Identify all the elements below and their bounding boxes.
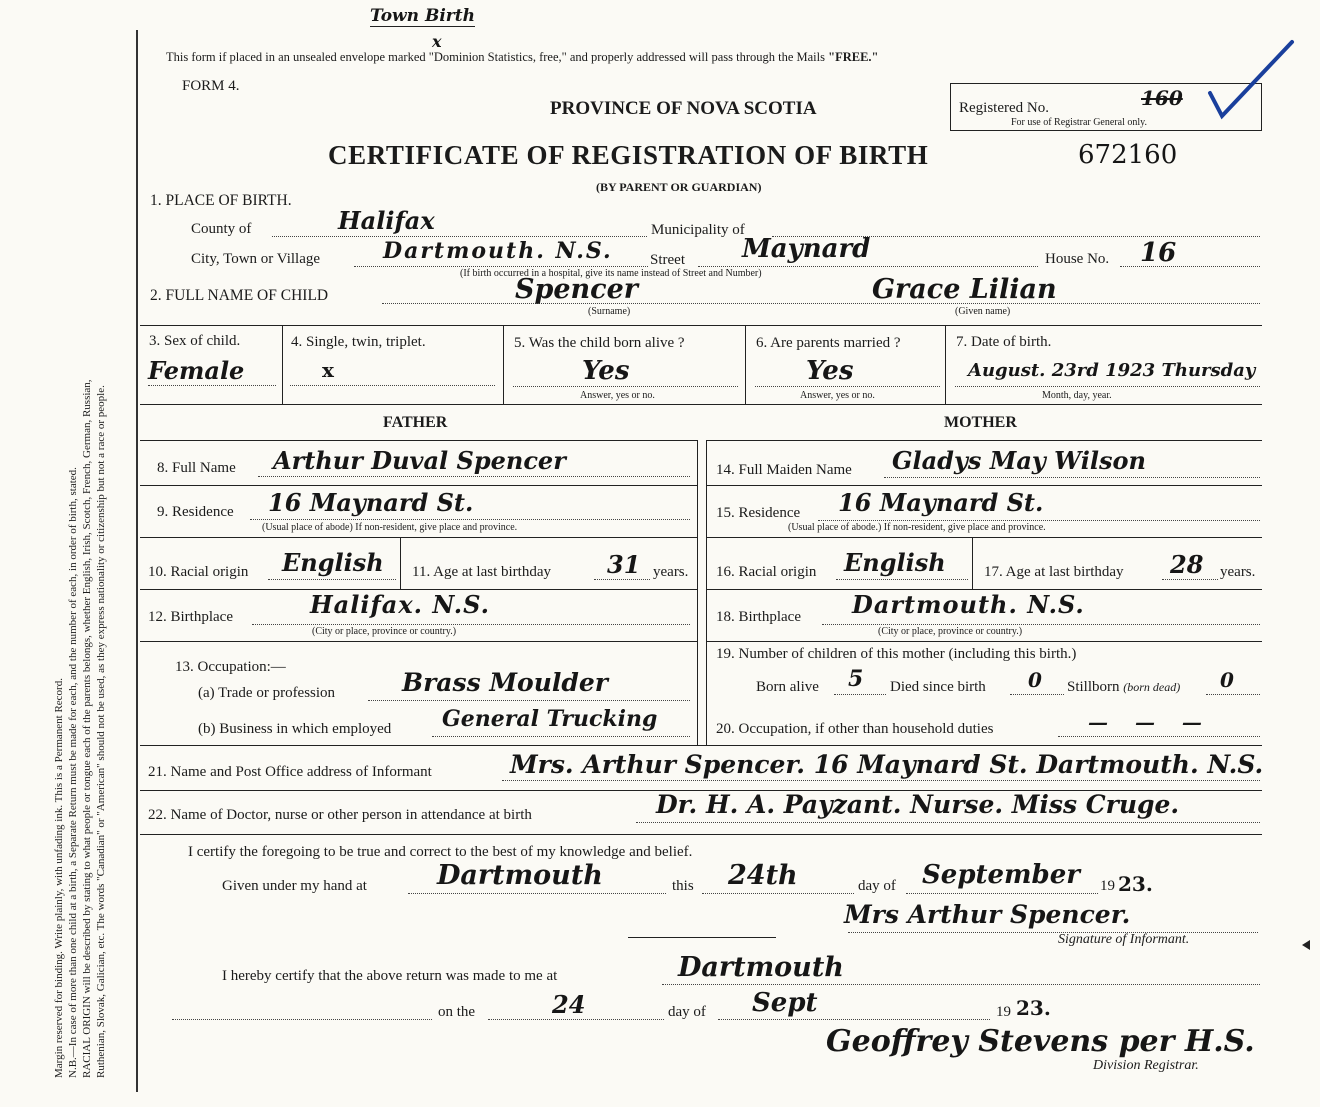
mother-occ-line xyxy=(1058,736,1260,737)
surname-note: (Surname) xyxy=(588,306,631,317)
father-birthplace: Halifax. N.S. xyxy=(310,590,490,619)
mother-racial: English xyxy=(844,548,946,577)
father-trade: Brass Moulder xyxy=(402,668,608,697)
mother-racial-line xyxy=(836,579,968,580)
single-label: 4. Single, twin, triplet. xyxy=(291,334,426,350)
stillborn-line xyxy=(1206,694,1260,695)
mother-age-line xyxy=(1162,579,1218,580)
father-residence: 16 Maynard St. xyxy=(268,488,474,517)
registrar-place-line xyxy=(662,984,1260,985)
married-value: Yes xyxy=(806,356,854,386)
married-label: 6. Are parents married ? xyxy=(756,335,901,351)
dob-line xyxy=(955,386,1260,387)
registered-label: Registered No. xyxy=(959,100,1049,116)
registered-note: For use of Registrar General only. xyxy=(1011,117,1147,128)
alive-line xyxy=(513,386,738,387)
given-place-line xyxy=(408,893,666,894)
father-racial-label: 10. Racial origin xyxy=(148,564,249,580)
city-line xyxy=(354,266,648,267)
county-label: County of xyxy=(191,221,252,237)
binding-margin-line xyxy=(136,30,138,1092)
mother-racial-label: 16. Racial origin xyxy=(716,564,817,580)
given-day-line xyxy=(702,893,854,894)
mother-bp-label: 18. Birthplace xyxy=(716,609,801,625)
registrar-year: 23. xyxy=(1016,996,1051,1020)
father-years: years. xyxy=(653,564,689,580)
details-divider-2 xyxy=(503,325,504,404)
dob-label: 7. Date of birth. xyxy=(956,334,1052,350)
details-divider-1 xyxy=(282,325,283,404)
house-value: 16 xyxy=(1140,238,1177,268)
house-label: House No. xyxy=(1045,251,1110,267)
alive-note: Answer, yes or no. xyxy=(580,390,655,401)
given-day: 24th xyxy=(728,860,798,891)
mother-children-label: 19. Number of children of this mother (including this birth.) xyxy=(716,646,1077,662)
died: 0 xyxy=(1028,668,1042,692)
parents-right-border-father xyxy=(697,440,698,745)
mother-name: Gladys May Wilson xyxy=(892,446,1146,475)
certificate-number: 672160 xyxy=(1078,140,1178,170)
died-line xyxy=(1010,694,1064,695)
registered-struck-value: 160 xyxy=(1141,86,1183,110)
place-heading: 1. PLACE OF BIRTH. xyxy=(150,192,292,209)
margin-line-3: RACIAL ORIGIN will be described by stating to what people or tongue each of the parents belongs, whether English, Irish, Scotch, French, German, Russian, xyxy=(81,379,93,1078)
details-divider-3 xyxy=(745,325,746,404)
registrar-day-line xyxy=(488,1019,664,1020)
doctor-label: 22. Name of Doctor, nurse or other person in attendance at birth xyxy=(148,807,532,823)
margin-line-1: Margin reserved for binding. Write plainly, with unfading ink. This is a Permanent Record. xyxy=(53,678,65,1078)
mother-residence: 16 Maynard St. xyxy=(838,488,1044,517)
mother-row-line-1 xyxy=(706,485,1262,486)
single-line xyxy=(290,385,495,386)
registrar-day: 24 xyxy=(552,990,586,1019)
this-label: this xyxy=(672,878,694,894)
father-row-line-1 xyxy=(140,485,697,486)
details-divider-4 xyxy=(945,325,946,404)
postal-free: "FREE." xyxy=(828,50,879,64)
hospital-note: (If birth occurred in a hospital, give its name instead of Street and Number) xyxy=(460,268,762,279)
informant-signature: Mrs Arthur Spencer. xyxy=(844,900,1131,929)
mother-bp-line xyxy=(822,624,1260,625)
father-age-divider xyxy=(400,537,401,589)
father-bp-note: (City or place, province or country.) xyxy=(312,626,457,637)
certificate-title: CERTIFICATE OF REGISTRATION OF BIRTH xyxy=(328,140,929,170)
day-of-label: day of xyxy=(858,878,896,894)
father-age: 31 xyxy=(607,550,641,579)
mother-age: 28 xyxy=(1170,550,1204,579)
father-business-label: (b) Business in which employed xyxy=(198,721,392,737)
father-row-line-2 xyxy=(140,537,697,538)
margin-line-4: Ruthenian, Slovak, Galician, etc. The words "Canadian" or "American" should not be used, as they express nationality or citizenship but not a race or people. xyxy=(95,385,107,1078)
father-age-line xyxy=(594,579,650,580)
mother-occ-label: 20. Occupation, if other than household duties xyxy=(716,721,994,737)
county-value: Halifax xyxy=(338,206,435,235)
sex-label: 3. Sex of child. xyxy=(149,333,241,349)
doctor-value: Dr. H. A. Payzant. Nurse. Miss Cruge. xyxy=(656,790,1180,819)
given-month: September xyxy=(922,860,1080,890)
given-name-note: (Given name) xyxy=(955,306,1011,317)
dob-note: Month, day, year. xyxy=(1042,390,1112,401)
informant-line xyxy=(502,780,1260,781)
father-bp-line xyxy=(252,624,690,625)
father-row-line-4 xyxy=(140,641,697,642)
alive-value: Yes xyxy=(582,356,630,386)
married-note: Answer, yes or no. xyxy=(800,390,875,401)
mother-row-line-2 xyxy=(706,537,1262,538)
town-birth-annotation: Town Birth xyxy=(370,6,475,26)
child-given-name: Grace Lilian xyxy=(872,274,1057,305)
father-res-line xyxy=(250,519,690,520)
alive-label: 5. Was the child born alive ? xyxy=(514,335,685,351)
parents-bottom-border xyxy=(140,745,1262,746)
municipality-label: Municipality of xyxy=(651,222,745,238)
street-line xyxy=(698,266,1038,267)
mother-age-divider xyxy=(972,537,973,589)
year-prefix: 19 xyxy=(1100,878,1115,894)
mother-res-line xyxy=(818,520,1260,521)
registrar-signature: Geoffrey Stevens per H.S. xyxy=(826,1024,1255,1059)
registrar-month: Sept xyxy=(752,988,818,1018)
father-racial-line xyxy=(268,579,396,580)
informant-label: 21. Name and Post Office address of Informant xyxy=(148,764,432,780)
stillborn-note: (born dead) xyxy=(1123,680,1181,694)
mother-heading-line xyxy=(706,440,1262,441)
registrar-day-of-label: day of xyxy=(668,1004,706,1020)
mother-heading: MOTHER xyxy=(944,414,1017,431)
informant-value: Mrs. Arthur Spencer. 16 Maynard St. Dartmouth. N.S. xyxy=(510,750,1264,779)
dob-value: August. 23rd 1923 Thursday xyxy=(968,360,1256,381)
father-trade-label: (a) Trade or profession xyxy=(198,685,336,701)
informant-signature-line xyxy=(848,932,1258,933)
street-label: Street xyxy=(650,252,685,268)
mother-name-label: 14. Full Maiden Name xyxy=(716,462,852,478)
mother-age-label: 17. Age at last birthday xyxy=(984,564,1124,580)
stillborn-label-text: Stillborn xyxy=(1067,679,1120,695)
postal-note-text: This form if placed in an unsealed envelope marked "Dominion Statistics, free," and properly addressed will pass through the Mails xyxy=(166,50,825,64)
born-alive: 5 xyxy=(848,666,864,692)
county-line xyxy=(272,236,647,237)
province-heading: PROVINCE OF NOVA SCOTIA xyxy=(550,98,817,119)
short-divider xyxy=(628,937,776,938)
father-business: General Trucking xyxy=(442,706,658,732)
father-res-label: 9. Residence xyxy=(157,504,234,520)
registrar-text: I hereby certify that the above return was made to me at xyxy=(222,968,558,984)
stillborn: 0 xyxy=(1220,668,1234,692)
certify-text: I certify the foregoing to be true and correct to the best of my knowledge and belief. xyxy=(188,844,693,860)
informant-signature-label: Signature of Informant. xyxy=(1058,932,1190,947)
born-alive-line xyxy=(834,694,886,695)
given-year: 23. xyxy=(1118,872,1153,896)
registrar-year-prefix: 19 xyxy=(996,1004,1011,1020)
check-mark-icon xyxy=(1200,38,1300,123)
father-heading-line xyxy=(140,440,697,441)
father-business-line xyxy=(432,736,690,737)
certificate-subtitle: (BY PARENT OR GUARDIAN) xyxy=(596,180,762,194)
mother-bp-note: (City or place, province or country.) xyxy=(878,626,1023,637)
married-line xyxy=(755,386,940,387)
registrar-signature-label: Division Registrar. xyxy=(1093,1058,1199,1073)
father-occ-label: 13. Occupation:— xyxy=(175,659,286,675)
margin-instructions xyxy=(52,68,108,1078)
child-surname: Spencer xyxy=(515,274,639,305)
registrar-leading-line xyxy=(172,1019,432,1020)
arrow-marker-icon xyxy=(1302,940,1310,950)
born-alive-label: Born alive xyxy=(756,679,819,695)
registrar-month-line xyxy=(718,1019,990,1020)
sex-value: Female xyxy=(148,356,245,385)
given-month-line xyxy=(906,893,1098,894)
form-number: FORM 4. xyxy=(182,78,240,94)
father-name-label: 8. Full Name xyxy=(157,460,236,476)
father-bp-label: 12. Birthplace xyxy=(148,609,233,625)
given-place: Dartmouth xyxy=(437,860,603,891)
mother-birthplace: Dartmouth. N.S. xyxy=(852,590,1085,619)
father-age-label: 11. Age at last birthday xyxy=(412,564,551,580)
single-value: x xyxy=(322,358,334,382)
street-value: Maynard xyxy=(742,234,871,264)
mother-occupation: — — — xyxy=(1088,710,1212,734)
mother-res-label: 15. Residence xyxy=(716,505,801,521)
father-heading: FATHER xyxy=(383,414,448,431)
details-top-border xyxy=(140,325,1262,326)
died-label: Died since birth xyxy=(890,679,986,695)
on-the-label: on the xyxy=(438,1004,476,1020)
sex-line xyxy=(148,385,276,386)
city-value: Dartmouth. N.S. xyxy=(383,238,613,264)
doctor-line xyxy=(636,822,1260,823)
child-name-label: 2. FULL NAME OF CHILD xyxy=(150,287,329,304)
given-label: Given under my hand at xyxy=(222,878,367,894)
father-res-note: (Usual place of abode) If non-resident, give place and province. xyxy=(262,522,518,533)
details-bottom-border xyxy=(140,404,1262,405)
father-name-line xyxy=(258,476,690,477)
father-name: Arthur Duval Spencer xyxy=(273,446,566,475)
father-trade-line xyxy=(368,700,690,701)
registrar-place: Dartmouth xyxy=(678,952,844,983)
doctor-border xyxy=(140,834,1262,835)
mother-years: years. xyxy=(1220,564,1256,580)
mother-row-line-4 xyxy=(706,641,1262,642)
top-mark: x xyxy=(432,32,442,51)
mother-name-line xyxy=(884,477,1260,478)
child-name-line xyxy=(382,303,1260,304)
margin-line-2: N.B.—In case of more than one child at a birth, a Separate Return must be made for each, and the number of each, in order of birth, stated. xyxy=(67,467,79,1078)
city-label: City, Town or Village xyxy=(191,251,321,267)
mother-res-note: (Usual place of abode.) If non-resident, give place and province. xyxy=(788,522,1046,533)
stillborn-label xyxy=(1067,679,1180,696)
father-racial: English xyxy=(282,548,384,577)
postal-note xyxy=(166,50,878,65)
